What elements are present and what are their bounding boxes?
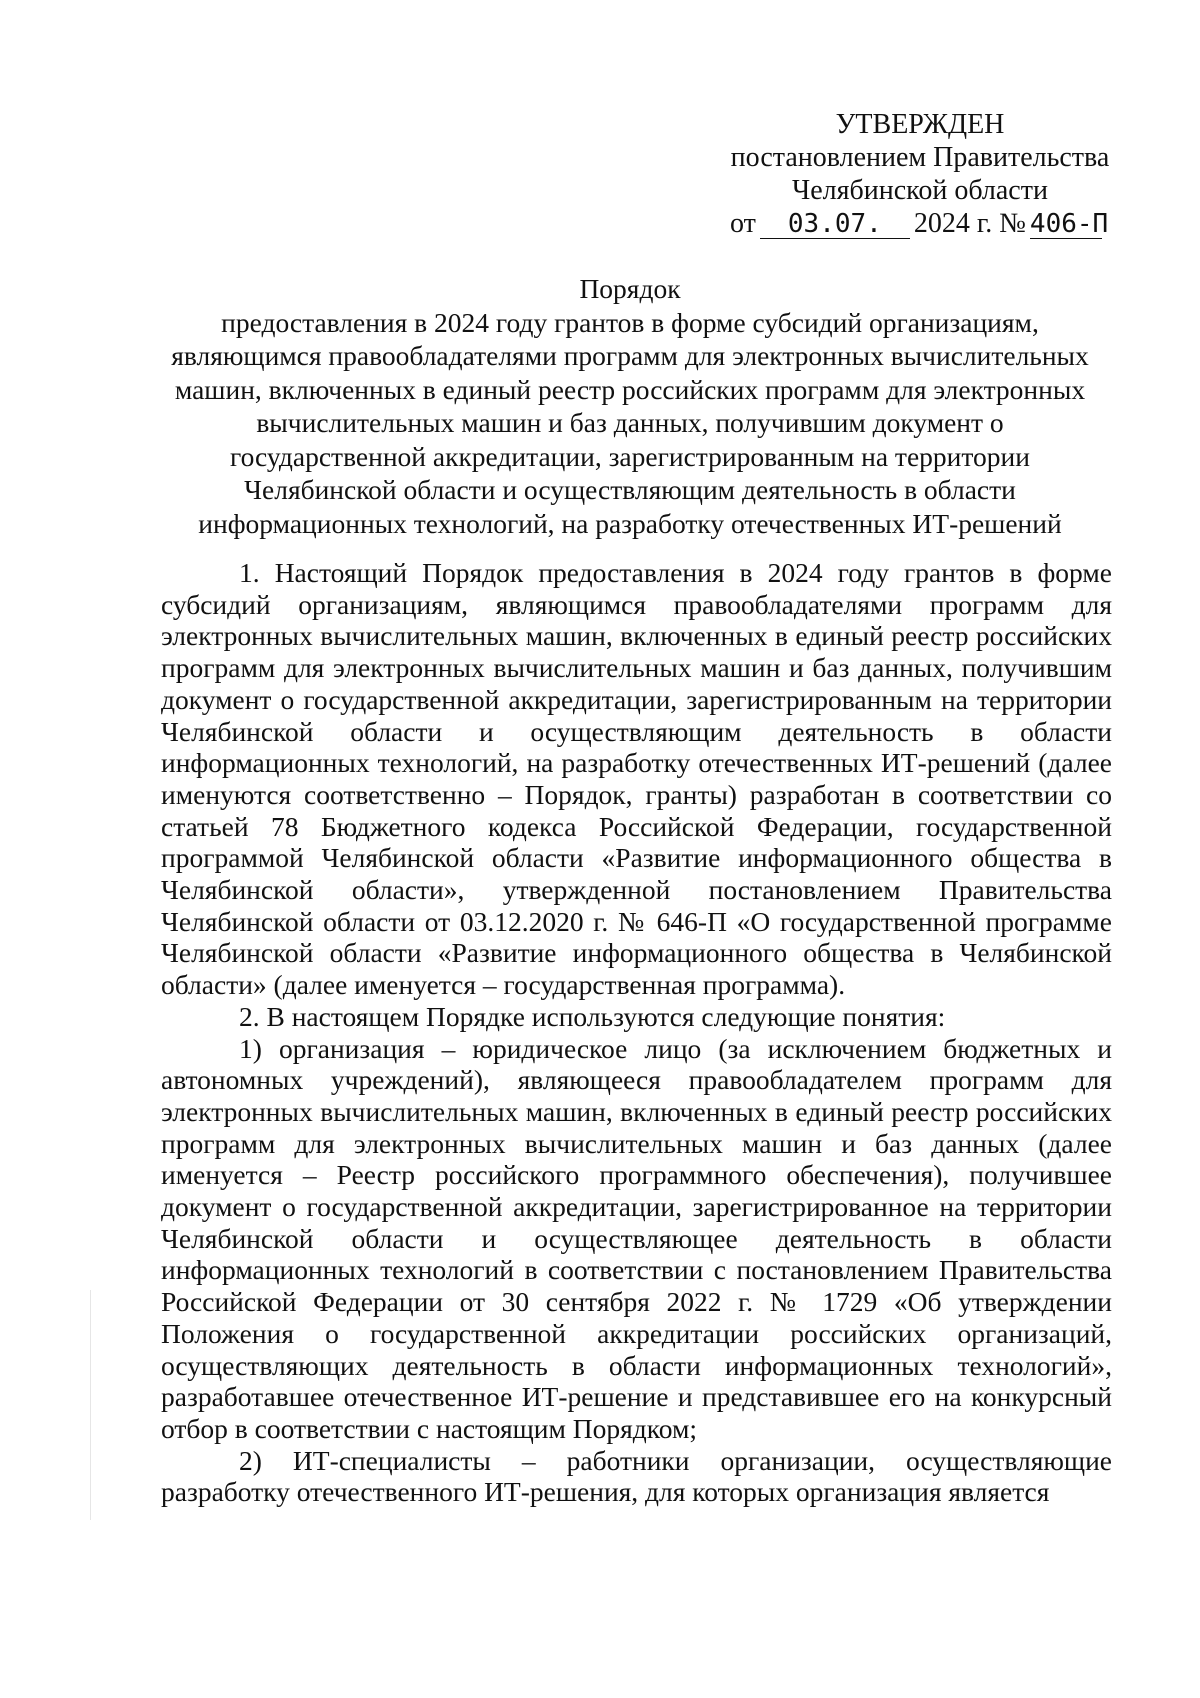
title-line: вычислительных машин и баз данных, получившим документ о xyxy=(256,407,1004,438)
approval-heading: УТВЕРЖДЕН xyxy=(835,109,1005,140)
title-word: Порядок xyxy=(579,273,681,304)
handwritten-date: 03.07. xyxy=(760,210,910,239)
handwritten-number: 406-П xyxy=(1029,209,1109,239)
approval-line-2: Челябинской области xyxy=(792,175,1048,206)
approval-line-1: постановлением Правительства xyxy=(730,142,1110,173)
paragraph-1: 1. Настоящий Порядок предоставления в 2024 году грантов в форме субсидий организациям, являющимся правообладателями программ для электронных вычислительных машин, включенных в единый реестр российских программ для электронных вычислительных машин и баз данных, получившим документ о государственной аккредитации, зарегистрированным на территории Челябинской области и осуществляющим деятельность в области информационных технологий, на разработку отечественных ИТ-решений (далее именуются соответственно – Порядок, гранты) разработан в соответствии со статьей 78 Бюджетного кодекса Российской Федерации, государственной программой Челябинской области «Развитие информационного общества в Челябинской области», утвержденной постановлением Правительства Челябинской области от 03.12.2020 г. № 646-П «О государственной программе Челябинской области «Развитие информационного общества в Челябинской области» (далее именуется – государственная программа). xyxy=(161,557,1112,1001)
title-line: предоставления в 2024 году грантов в форме субсидий организациям, xyxy=(221,306,1039,338)
approval-stamp xyxy=(730,108,1110,240)
document-body xyxy=(161,557,1112,1508)
title-line: информационных технологий, на разработку отечественных ИТ-решений xyxy=(198,507,1062,539)
paragraph-2-item-2: 2) ИТ-специалисты – работники организации, осуществляющие разработку отечественного ИТ-решения, для которых организация является xyxy=(161,1444,1112,1508)
date-prefix: от xyxy=(730,208,756,239)
paragraph-2-item-1: 1) организация – юридическое лицо (за исключением бюджетных и автономных учреждений), являющееся правообладателем программ для электронных вычислительных машин, включенных в единый реестр российских программ для электронных вычислительных машин и баз данных (далее именуется – Реестр российского программного обеспечения), получившее документ о государственной аккредитации, зарегистрированное на территории Челябинской области и осуществляющее деятельность в области информационных технологий в соответствии с постановлением Правительства Российской Федерации от 30 сентября 2022 г. № 1729 «Об утверждении Положения о государственной аккредитации российских организаций, осуществляющих деятельность в области информационных технологий», разработавшее отечественное ИТ-решение и представившее его на конкурсный отбор в соответствии с настоящим Порядком; xyxy=(161,1032,1112,1444)
title-line: машин, включенных в единый реестр российских программ для электронных xyxy=(174,373,1086,405)
paragraph-2: 2. В настоящем Порядке используются следующие понятия: xyxy=(239,1000,946,1032)
title-line: являющимся правообладателями программ для электронных вычислительных xyxy=(171,340,1089,371)
scan-margin-mark xyxy=(90,1290,91,1520)
title-line: государственной аккредитации, зарегистрированным на территории xyxy=(230,440,1030,472)
document-title xyxy=(150,272,1110,540)
title-line: Челябинской области и осуществляющим деятельность в области xyxy=(244,474,1016,505)
year-text: 2024 г. № xyxy=(913,208,1026,239)
approval-date-line xyxy=(730,207,1110,240)
